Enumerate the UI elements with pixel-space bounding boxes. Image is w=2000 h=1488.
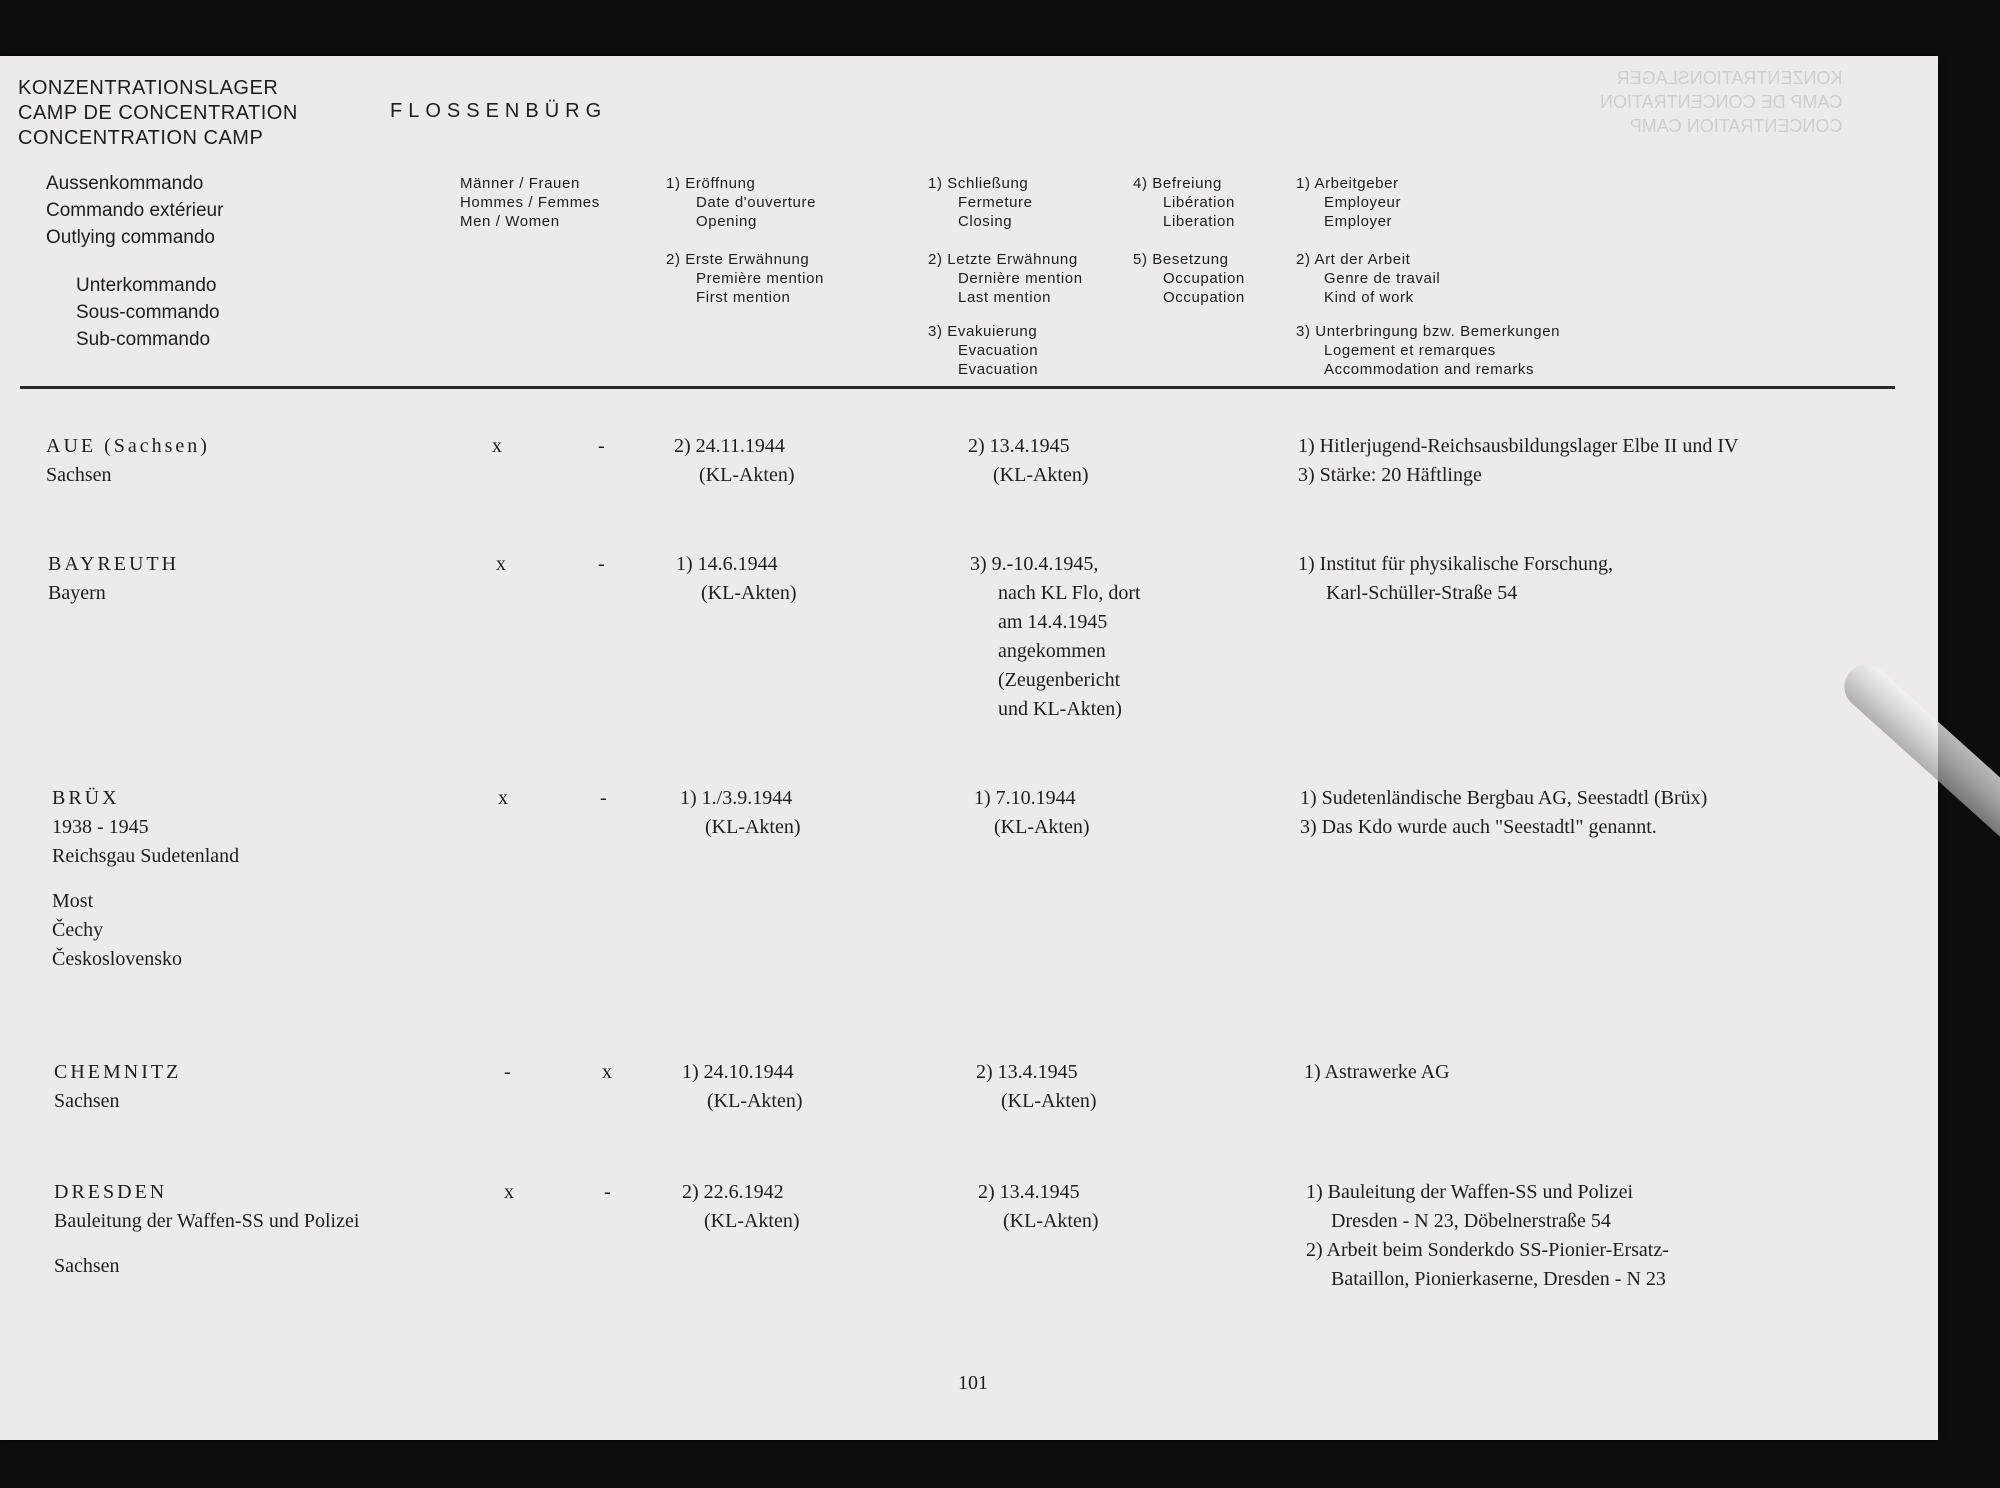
row-region: Sachsen xyxy=(46,464,112,486)
row-open: 1) 24.10.1944 (KL-Akten) xyxy=(682,1061,803,1112)
col-work-kind: 2) Art der Arbeit Genre de travail Kind of work xyxy=(1296,251,1441,306)
row-men: x xyxy=(496,553,506,575)
camp-title-de: KONZENTRATIONSLAGER xyxy=(18,77,279,99)
col-last-mention: 2) Letzte Erwähnung Dernière mention Last mention xyxy=(928,251,1083,306)
row-open: 1) 1./3.9.1944 (KL-Akten) xyxy=(680,787,801,838)
row-place: BAYREUTH xyxy=(48,553,180,575)
camp-title-en: CONCENTRATION CAMP xyxy=(18,127,264,149)
row-close: 1) 7.10.1944 (KL-Akten) xyxy=(974,787,1090,838)
row-place: DRESDEN xyxy=(54,1181,168,1203)
camp-title-fr: CAMP DE CONCENTRATION xyxy=(18,102,298,124)
col-employer: 1) Arbeitgeber Employeur Employer xyxy=(1296,175,1402,230)
row-open: 2) 22.6.1942 (KL-Akten) xyxy=(682,1181,800,1232)
col-close: 1) Schließung Fermeture Closing xyxy=(928,175,1033,230)
row-remarks: 1) Bauleitung der Waffen-SS und Polizei Dresden - N 23, Döbelnerstraße 54 2) Arbeit beim Sonderkdo SS-Pionier-Ersatz- Bataillon, Pionierkaserne, Dresden - N 23 xyxy=(1306,1181,1669,1290)
col-open: 1) Eröffnung Date d'ouverture Opening xyxy=(666,175,817,230)
col-first-mention: 2) Erste Erwähnung Première mention First mention xyxy=(666,251,824,306)
row-close: 3) 9.-10.4.1945, nach KL Flo, dort am 14.4.1945 angekommen (Zeugenbericht und KL-Akten) xyxy=(970,553,1141,720)
outlying-de: Aussenkommando xyxy=(46,173,204,194)
row-remarks: 1) Institut für physikalische Forschung, Karl-Schüller-Straße 54 xyxy=(1298,553,1613,604)
header-divider xyxy=(20,386,1895,389)
row-close: 2) 13.4.1945 (KL-Akten) xyxy=(978,1181,1099,1232)
document-page xyxy=(0,56,1938,1440)
row-region: 1938 - 1945 Reichsgau Sudetenland Most Čechy Československo xyxy=(52,816,240,970)
camp-name: FLOSSENBÜRG xyxy=(390,100,608,122)
col-accommodation: 3) Unterbringung bzw. Bemerkungen Logement et remarques Accommodation and remarks xyxy=(1296,323,1561,378)
row-close: 2) 13.4.1945 (KL-Akten) xyxy=(976,1061,1097,1112)
col-liberation: 4) Befreiung Libération Liberation xyxy=(1133,175,1235,230)
row-remarks: 1) Astrawerke AG xyxy=(1304,1061,1450,1083)
col-gender: Männer / Frauen Hommes / Femmes Men / Women xyxy=(460,175,600,230)
row-region: Bauleitung der Waffen-SS und Polizei Sachsen xyxy=(54,1210,360,1277)
row-place: AUE (Sachsen) xyxy=(46,435,210,457)
row-women: x xyxy=(602,1061,612,1083)
row-women: - xyxy=(600,787,607,809)
row-men: x xyxy=(504,1181,514,1203)
row-men: - xyxy=(504,1061,511,1083)
col-evacuation: 3) Evakuierung Evacuation Evacuation xyxy=(928,323,1039,378)
row-women: - xyxy=(604,1181,611,1203)
row-open: 1) 14.6.1944 (KL-Akten) xyxy=(676,553,797,604)
row-women: - xyxy=(598,553,605,575)
row-region: Bayern xyxy=(48,582,106,604)
row-remarks: 1) Sudetenländische Bergbau AG, Seestadtl (Brüx) 3) Das Kdo wurde auch "Seestadtl" genannt. xyxy=(1300,787,1708,838)
row-men: x xyxy=(492,435,502,457)
outlying-en: Outlying commando xyxy=(46,227,215,248)
row-open: 2) 24.11.1944 (KL-Akten) xyxy=(674,435,795,486)
page-number: 101 xyxy=(958,1372,988,1394)
row-remarks: 1) Hitlerjugend-Reichsausbildungslager Elbe II und IV 3) Stärke: 20 Häftlinge xyxy=(1298,435,1739,486)
row-place: CHEMNITZ xyxy=(54,1061,182,1083)
col-occupation: 5) Besetzung Occupation Occupation xyxy=(1133,251,1245,306)
row-close: 2) 13.4.1945 (KL-Akten) xyxy=(968,435,1089,486)
bleed-through-text: KONZENTRATIONSLAGER CAMP DE CONCENTRATION CONCENTRATION CAMP xyxy=(1600,68,1843,136)
row-region: Sachsen xyxy=(54,1090,120,1112)
sub-fr: Sous-commando xyxy=(76,302,220,323)
outlying-fr: Commando extérieur xyxy=(46,200,224,221)
row-women: - xyxy=(598,435,605,457)
row-place: BRÜX xyxy=(52,787,120,809)
row-men: x xyxy=(498,787,508,809)
sub-en: Sub-commando xyxy=(76,329,211,350)
sub-de: Unterkommando xyxy=(76,275,217,296)
